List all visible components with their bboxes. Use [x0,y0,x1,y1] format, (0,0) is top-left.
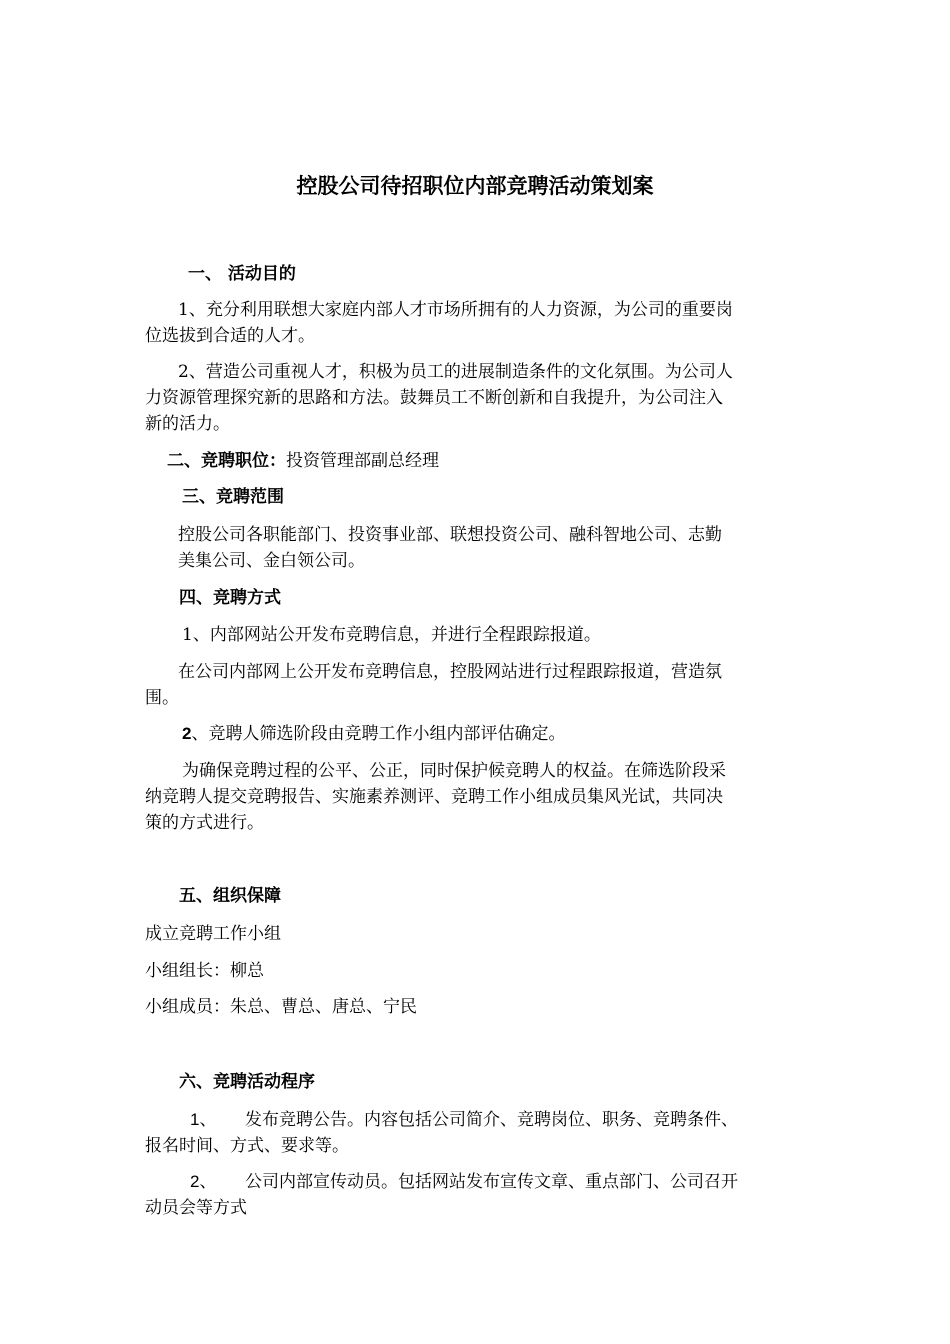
section-4-heading: 四、竞聘方式 [179,588,281,608]
item-text: 公司内部宣传动员。包括网站发布宣传文章、重点部门、公司召开 [245,1172,738,1192]
section-6-item-1 [145,1107,805,1159]
item-text: 发布竞聘公告。内容包括公司简介、竞聘岗位、职务、竞聘条件、 [245,1110,738,1130]
item-number: 2 [182,724,192,743]
text-line: 控股公司各职能部门、投资事业部、联想投资公司、融科智地公司、志勤 [178,525,722,545]
section-6-item-2 [145,1169,805,1221]
section-4-item-1 [145,622,805,648]
text-line: 纳竞聘人提交竞聘报告、实施素养测评、竞聘工作小组成员集风光试，共同决 [145,787,723,807]
text-line: 1、充分利用联想大家庭内部人才市场所拥有的人力资源，为公司的重要岗 [178,300,733,320]
section-5-heading: 五、组织保障 [179,886,281,906]
text-line: 围。 [145,688,179,708]
text-line: 报名时间、方式、要求等。 [145,1136,349,1156]
section-3-paragraph [145,522,805,574]
section-5-line-3: 小组成员：朱总、曹总、唐总、宁民 [145,997,417,1017]
item-text: 、竞聘人筛选阶段由竞聘工作小组内部评估确定。 [191,724,566,744]
section-3-heading: 三、竞聘范围 [182,487,284,507]
text-line: 为确保竞聘过程的公平、公正，同时保护候竞聘人的权益。在筛选阶段采 [182,761,726,781]
text-line: 动员会等方式 [145,1198,247,1218]
section-6-heading: 六、竞聘活动程序 [179,1072,315,1092]
section-2-heading [167,448,439,474]
section-5-line-1: 成立竞聘工作小组 [145,924,281,944]
section-4-item-2-desc [145,758,805,836]
item-number: 1、 [190,1110,217,1129]
text-line: 在公司内部网上公开发布竞聘信息，控股网站进行过程跟踪报道，营造氛 [178,662,722,682]
text-line [145,1169,805,1195]
text-line: 1、内部网站公开发布竞聘信息，并进行全程跟踪报道。 [182,625,601,645]
section-4-item-1-desc [145,659,805,711]
text-line: 位选拔到合适的人才。 [145,326,315,346]
text-line: 2、营造公司重视人才，积极为员工的进展制造条件的文化氛围。为公司人 [178,362,733,382]
section-5-line-2: 小组组长：柳总 [145,961,264,981]
item-number: 2、 [190,1172,217,1191]
text-line [145,721,805,747]
text-line: 美集公司、金白领公司。 [178,551,365,571]
text-line: 力资源管理探究新的思路和方法。鼓舞员工不断创新和自我提升，为公司注入 [145,388,723,408]
document-title: 控股公司待招职位内部竞聘活动策划案 [296,174,654,198]
section-1-paragraph-1 [145,297,805,349]
section-1-paragraph-2 [145,359,805,437]
text-line: 新的活力。 [145,414,230,434]
section-2-value: 投资管理部副总经理 [286,451,439,471]
text-line [145,1107,805,1133]
text-line: 策的方式进行。 [145,813,264,833]
section-4-item-2 [145,721,805,747]
section-2-label: 二、竞聘职位： [167,451,286,471]
section-1-heading: 一、 活动目的 [188,264,296,284]
